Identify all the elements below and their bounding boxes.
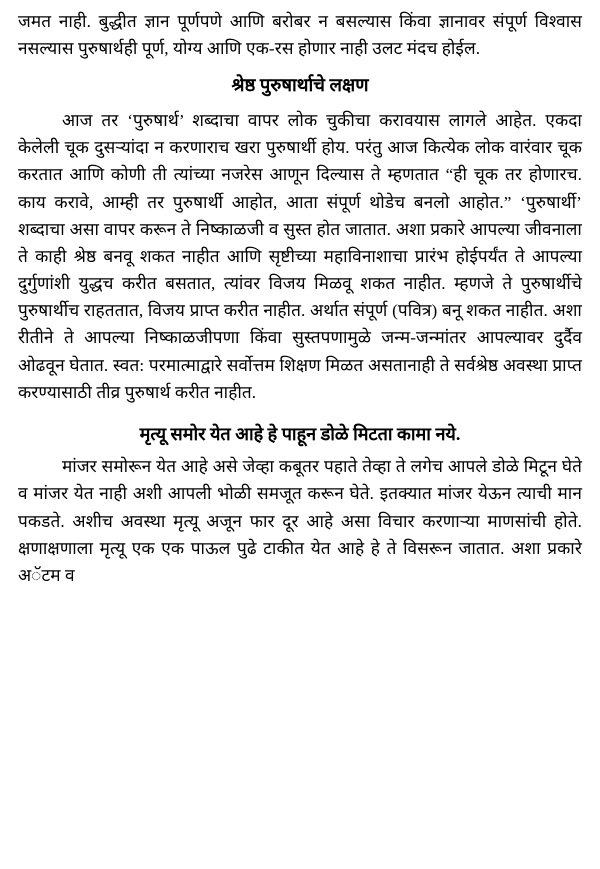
section-subheading: मृत्यू समोर येत आहे हे पाहून डोळे मिटता कामा नये. [139,424,461,444]
paragraph-body: आज तर ‘पुरुषार्थ’ शब्दाचा वापर लोक चुकीचा करावयास लागले आहेत. एकदा केलेली चूक दुसऱ्यांदा न करणाराच खरा पुरुषार्थी होय. परंतु आज कित्येक लोक वारंवार चूक करतात आणि कोणी ती त्यांच्या नजरेस आणून दिल्यास ते म्हणतात “ही चूक तर होणारच. काय करावे, आम्ही तर पुरुषार्थी आहोत, आता संपूर्ण थोडेच बनलो आहोत.” ‘पुरुषार्थी’ शब्दाचा असा वापर करून ते निष्काळजी व सुस्त होत जातात. अशा प्रकारे आपल्या जीवनाला ते काही श्रेष्ठ बनवू शकत नाहीत आणि सृष्टीच्या महाविनाशाचा प्रारंभ होईपर्यंत ते आपल्या दुर्गुणांशी युद्धच करीत बसतात, त्यांवर विजय मिळवू शकत नाहीत. म्हणजे ते पुरुषार्थीचे पुरुषार्थीच राहततात, विजय प्राप्त करीत नाहीत. अर्थात संपूर्ण (पवित्र) बनू शकत नाहीत. अशा रीतीने ते आपल्या निष्काळजीपणा किंवा सुस्तपणामुळे जन्म-जन्मांतर आपल्यावर दुर्दैव ओढवून घेतात. स्वत: परमात्माद्वारे सर्वोत्तम शिक्षण मिळत असतानाही ते सर्वश्रेष्ठ अवस्था प्राप्त करण्यासाठी तीव्र पुरुषार्थ करीत नाहीत. [18,111,582,402]
paragraph-continuation: जमत नाही. बुद्धीत ज्ञान पूर्णपणे आणि बरोबर न बसल्यास किंवा ज्ञानावर संपूर्ण विश्वास नसल्यास पुरुषार्थही पूर्ण, योग्य आणि एक-रस होणार नाही उलट मंदच होईल. [18,12,582,59]
section-heading: श्रेष्ठ पुरुषार्थाचे लक्षण [231,75,369,96]
paragraph-body-second: मांजर समोरून येत आहे असे जेव्हा कबूतर पहाते तेव्हा ते लगेच आपले डोळे मिटून घेते व मांजर येत नाही अशी आपली भोळी समजूत करून घेते. इतक्यात मांजर येऊन त्याची मान पकडते. अशीच अवस्था मृत्यू अजून फार दूर आहे असा विचार करणाऱ्या माणसांची होते. क्षणाक्षणाला मृत्यू एक एक पाऊल पुढे टाकीत येत आहे हे ते विसरून जातात. अशा प्रकारे अॅटम व [18,457,582,585]
